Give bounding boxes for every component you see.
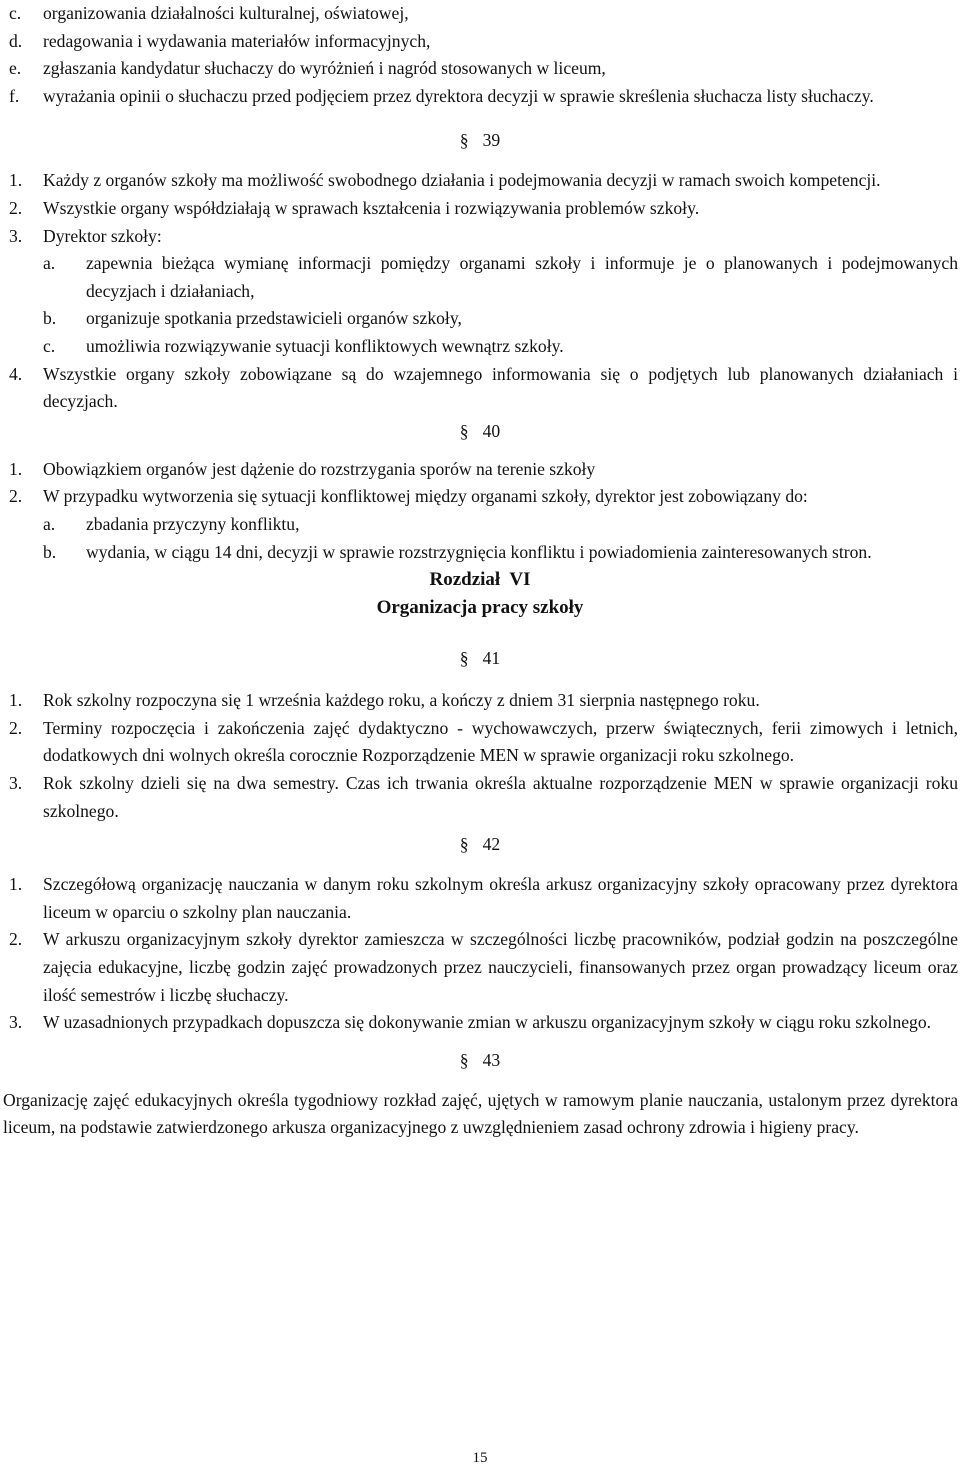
list-item: 3. Dyrektor szkoły:	[9, 225, 162, 246]
section-43-paragraph: Organizację zajęć edukacyjnych określa tygodniowy rozkład zajęć, ujętych w ramowym planie nauczania, ustalonym przez dyrektora liceum, na podstawie zatwierdzonego arkusza organizacyjnego z uwzględnieniem zasad ochrony zdrowia i higieny pracy.	[3, 1089, 958, 1138]
continuation-list	[0, 0, 960, 110]
sub-list-item: a. zapewnia bieżąca wymianę informacji pomiędzy organami szkoły i informuje je o planowanych i podejmowanych decyzjach i działaniach,	[43, 253, 958, 301]
sub-list-item: b. organizuje spotkania przedstawicieli organów szkoły,	[43, 308, 462, 329]
section-symbol: §	[459, 834, 469, 855]
chapter-subtitle: Organizacja pracy szkoły	[376, 596, 584, 618]
list-item: 3. W uzasadnionych przypadkach dopuszcza się dokonywanie zmian w arkuszu organizacyjnym szkoły w ciągu roku szkolnego.	[9, 1012, 932, 1033]
section-symbol: §	[459, 130, 469, 151]
page-number: 15	[472, 1450, 488, 1466]
list-item: 4. Wszystkie organy szkoły zobowiązane są do wzajemnego informowania się o podjętych lub planowanych działaniach i decyzjach.	[9, 363, 958, 412]
section-symbol: §	[459, 420, 469, 441]
list-item: 1. Szczegółową organizację nauczania w danym roku szkolnym określa arkusz organizacyjny szkoły opracowany przez dyrektora liceum w oparciu o szkolny plan nauczania.	[9, 874, 958, 922]
section-symbol: §	[459, 648, 469, 669]
list-item: f. wyrażania opinii o słuchaczu przed podjęciem przez dyrektora decyzji w sprawie skreślenia słuchacza listy słuchaczy.	[9, 85, 874, 106]
chapter-title: Rozdział VI	[429, 569, 531, 591]
list-item: 2. W arkuszu organizacyjnym szkoły dyrektor zamieszcza w szczególności liczbę pracowników, podział godzin na poszczególne zajęcia edukacyjne, liczbę godzin zajęć prowadzonych przez nauczycieli, finansowanych przez organ prowadzący liceum oraz ilość semestrów i liczbę słuchaczy.	[9, 929, 958, 1005]
section-42-list	[0, 871, 960, 1037]
sub-list-item: b. wydania, w ciągu 14 dni, decyzji w sprawie rozstrzygnięcia konfliktu i powiadomienia zainteresowanych stron.	[43, 541, 872, 562]
list-item: 2. Terminy rozpoczęcia i zakończenia zajęć dydaktyczno - wychowawczych, przerw świątecznych, ferii zimowych i letnich, dodatkowych dni wolnych określa corocznie Rozporządzenie MEN w sprawie organizacji roku szkolnego.	[9, 717, 958, 766]
list-item: e. zgłaszania kandydatur słuchaczy do wyróżnień i nagród stosowanych w liceum,	[9, 58, 606, 79]
section-39-list	[0, 167, 960, 415]
section-41-list	[0, 687, 960, 825]
section-40-list	[0, 456, 960, 566]
list-item: 1. Obowiązkiem organów jest dążenie do rozstrzygania sporów na terenie szkoły	[9, 458, 596, 479]
sub-list-item: c. umożliwia rozwiązywanie sytuacji konfliktowych wewnątrz szkoły.	[43, 335, 564, 356]
list-item: 1. Każdy z organów szkoły ma możliwość swobodnego działania i podejmowania decyzji w ramach swoich kompetencji.	[9, 170, 881, 191]
section-heading-40: § 40	[459, 420, 501, 441]
section-heading-42: § 42	[459, 834, 501, 855]
section-heading-41: § 41	[459, 648, 501, 669]
section-heading-43: § 43	[459, 1049, 501, 1070]
section-symbol: §	[459, 1049, 469, 1070]
section-heading-39: § 39	[459, 130, 501, 151]
list-item: c. organizowania działalności kulturalnej, oświatowej,	[9, 3, 409, 23]
list-item: 2. W przypadku wytworzenia się sytuacji konfliktowej między organami szkoły, dyrektor jest zobowiązany do:	[9, 486, 808, 507]
sub-list-item: a. zbadania przyczyny konfliktu,	[43, 513, 300, 534]
list-item: 3. Rok szkolny dzieli się na dwa semestry. Czas ich trwania określa aktualne rozporządzenie MEN w sprawie organizacji roku szkolnego.	[9, 773, 958, 821]
list-item: 2. Wszystkie organy współdziałają w sprawach kształcenia i rozwiązywania problemów szkoły.	[9, 197, 700, 218]
list-item: 1. Rok szkolny rozpoczyna się 1 września każdego roku, a kończy z dniem 31 sierpnia następnego roku.	[9, 690, 760, 711]
list-item: d. redagowania i wydawania materiałów informacyjnych,	[9, 30, 431, 51]
